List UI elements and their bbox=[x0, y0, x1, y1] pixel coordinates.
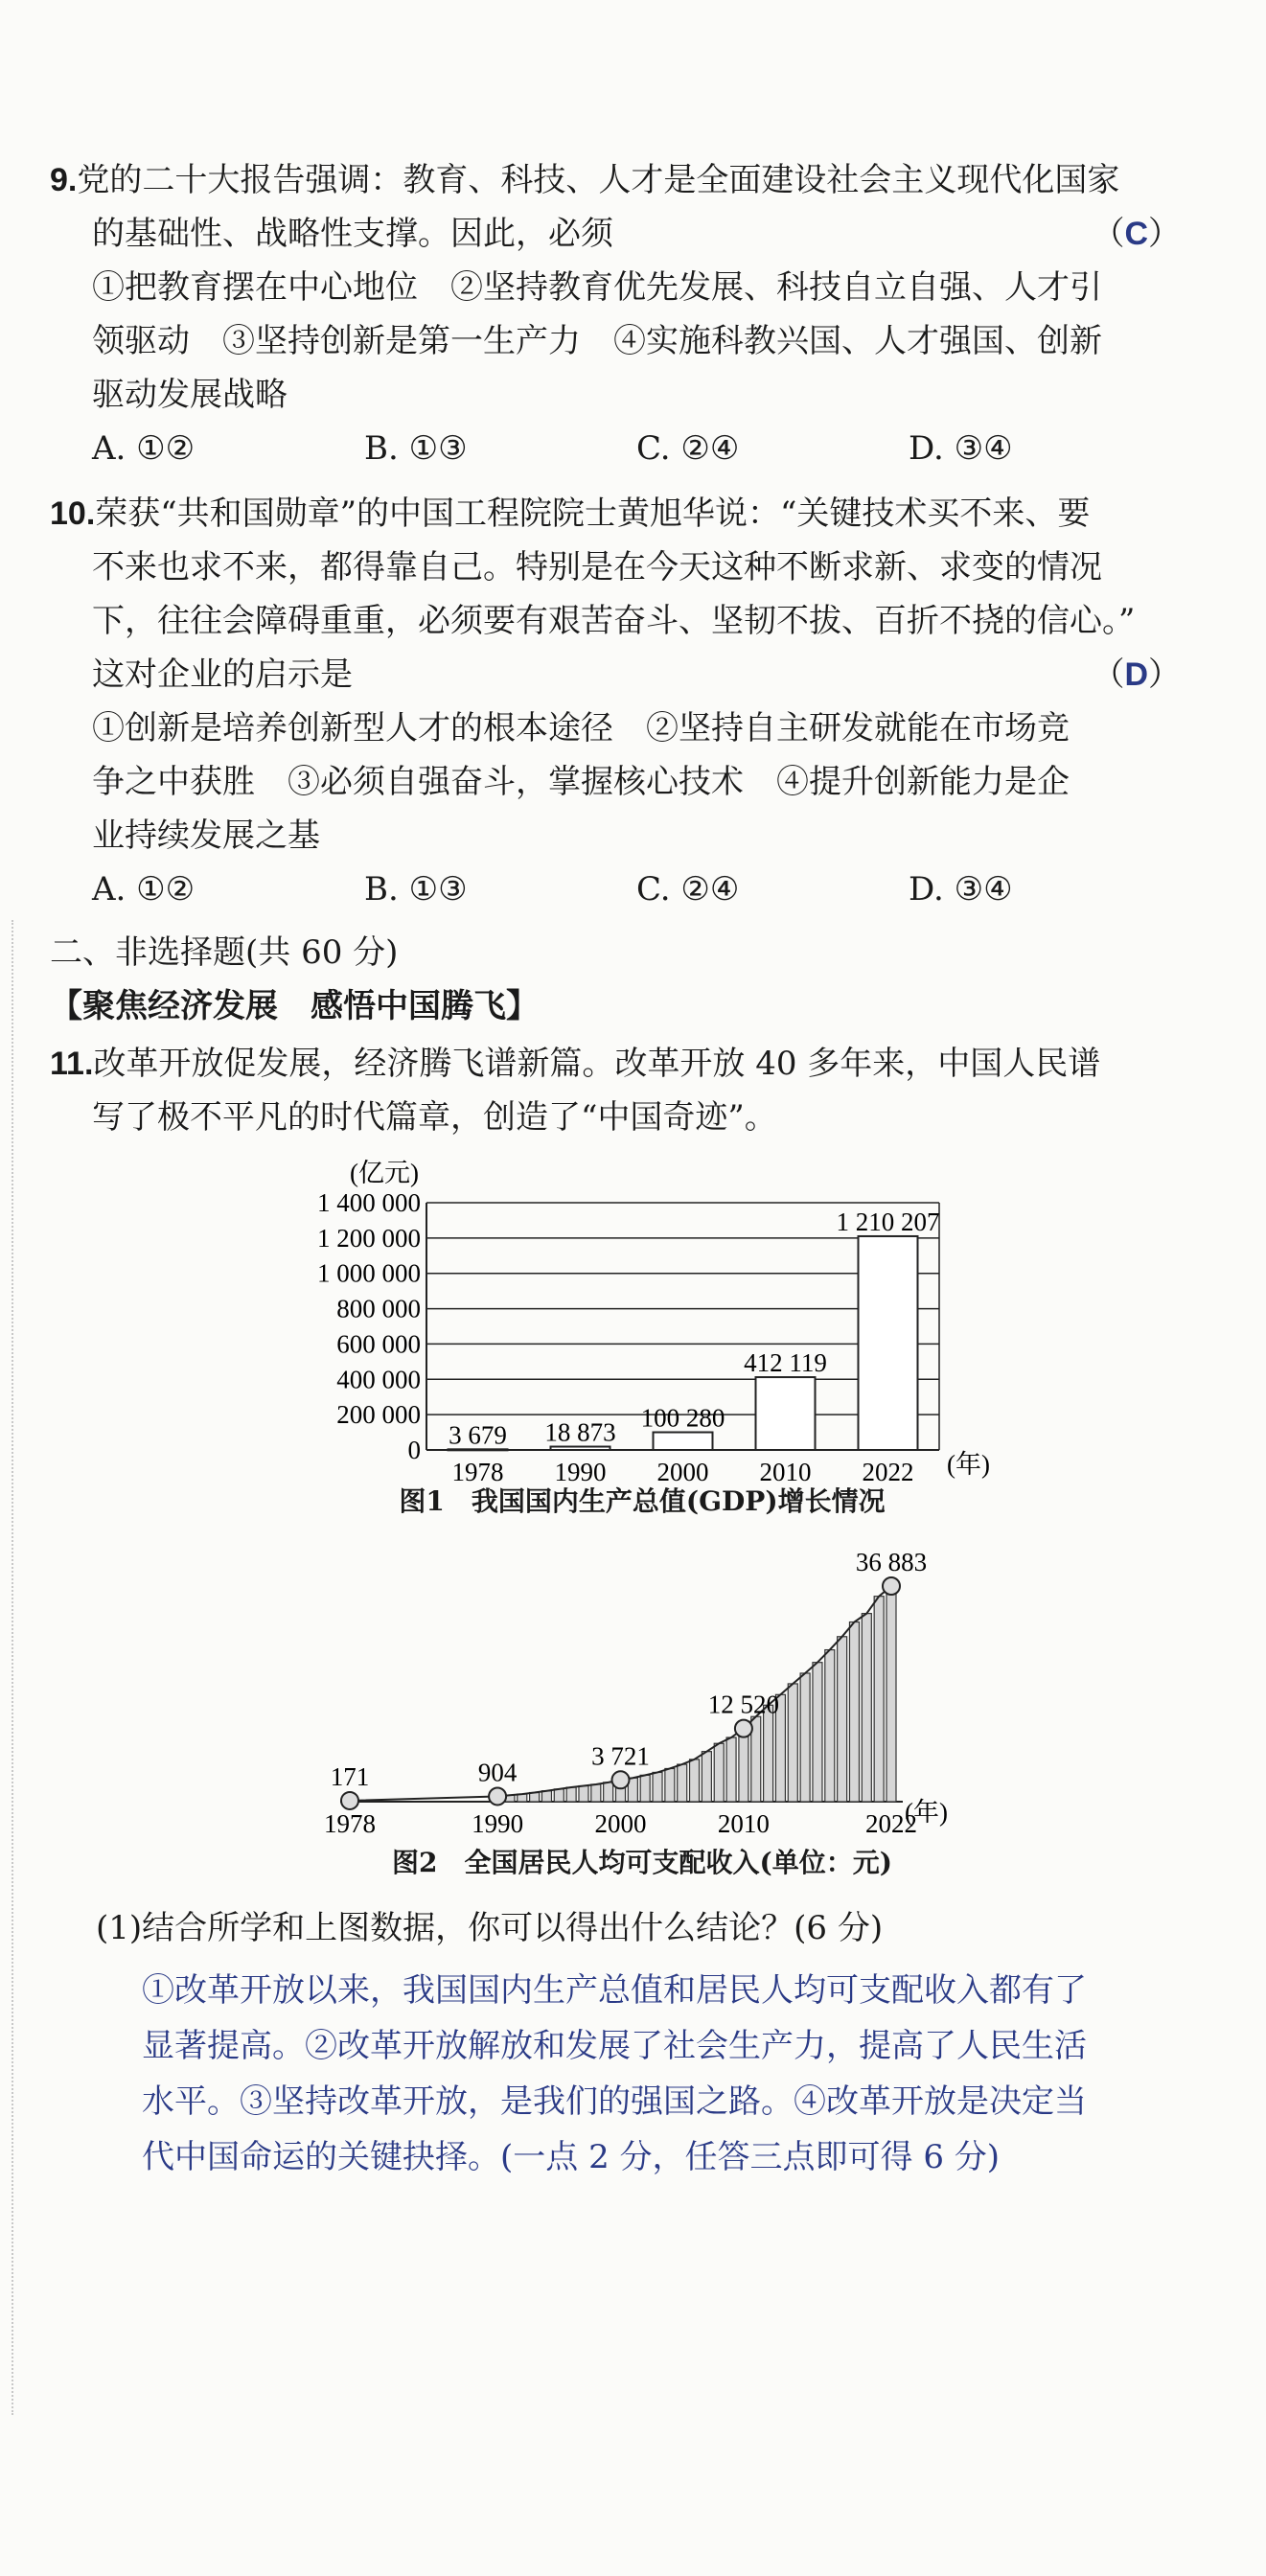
chart2-xtick-label: 1978 bbox=[324, 1809, 376, 1838]
chart1-xtick-label: 1978 bbox=[451, 1458, 504, 1486]
chart1-bar bbox=[449, 1449, 508, 1450]
q10-option-d: D. ③④ bbox=[909, 870, 1013, 908]
chart2-bar bbox=[702, 1752, 711, 1802]
chart2-point-marker bbox=[612, 1771, 630, 1788]
chart1-xtick-label: 2000 bbox=[656, 1458, 709, 1486]
gdp-bar-chart bbox=[278, 1145, 1006, 1490]
chart2-bar bbox=[813, 1663, 822, 1802]
chart2-bar bbox=[554, 1789, 564, 1802]
chart2-bar bbox=[800, 1673, 810, 1802]
q10-stem-line4 bbox=[50, 648, 1181, 702]
chart1-caption: 图1 我国国内生产总值(GDP)增长情况 bbox=[399, 1485, 886, 1517]
chart2-bar bbox=[764, 1705, 773, 1802]
chart1-ytick-label: 600 000 bbox=[336, 1329, 421, 1359]
q10-stem-text1: 荣获“共和国勋章”的中国工程院院士黄旭华说：“关键技术买不来、要 bbox=[95, 494, 1091, 533]
q10-answer-paren bbox=[1092, 648, 1181, 702]
chart2-bar bbox=[726, 1737, 736, 1802]
chart2-xtick-label: 2022 bbox=[865, 1809, 917, 1838]
theme-heading: 【聚焦经济发展 感悟中国腾飞】 bbox=[50, 987, 539, 1025]
q10-stem-text4: 这对企业的启示是 bbox=[92, 656, 353, 694]
q9-number: 9. bbox=[50, 162, 78, 198]
q9-option-b: B. ①③ bbox=[364, 429, 468, 468]
chart1-ytick-label: 1 000 000 bbox=[317, 1258, 421, 1288]
chart2-bar bbox=[874, 1597, 884, 1802]
q9-choices-line3: 驱动发展战略 bbox=[92, 376, 288, 414]
chart2-bar bbox=[838, 1637, 847, 1802]
chart2-point-marker bbox=[883, 1577, 900, 1595]
q9-answer: C bbox=[1124, 216, 1148, 252]
q9-options bbox=[50, 422, 1181, 475]
chart2-bar bbox=[541, 1791, 551, 1802]
chart2-bar bbox=[739, 1729, 748, 1802]
chart2-bar bbox=[788, 1684, 797, 1802]
chart2-bar bbox=[714, 1743, 724, 1802]
chart2-bar bbox=[604, 1782, 613, 1802]
question-9 bbox=[50, 153, 1181, 475]
chart1-xlabel: (年) bbox=[947, 1450, 990, 1479]
q9-stem-text1: 党的二十大报告强调：教育、科技、人才是全面建设社会主义现代化国家 bbox=[77, 161, 1120, 199]
chart2-point-label: 171 bbox=[330, 1761, 370, 1791]
answer-line2: 显著提高。②改革开放解放和发展了社会生产力，提高了人民生活 bbox=[142, 2027, 1087, 2065]
chart1-bar bbox=[756, 1377, 816, 1450]
chart2-point-marker bbox=[489, 1787, 506, 1805]
question-11 bbox=[50, 1037, 1181, 1144]
q9-option-a: A. ①② bbox=[92, 429, 196, 468]
chart1-ytick-label: 1 200 000 bbox=[317, 1223, 421, 1253]
answer-line1: ①改革开放以来，我国国内生产总值和居民人均可支配收入都有了 bbox=[142, 1971, 1087, 2010]
chart1-ytick-label: 0 bbox=[407, 1436, 421, 1464]
chart1-xtick-label: 2010 bbox=[759, 1458, 812, 1486]
q11-stem-line2: 写了极不平凡的时代篇章，创造了“中国奇迹”。 bbox=[92, 1098, 777, 1137]
chart2-bar bbox=[678, 1764, 687, 1802]
q10-option-a: A. ①② bbox=[92, 870, 196, 908]
q10-paren-open: （ bbox=[1092, 656, 1125, 694]
q9-stem-line1 bbox=[50, 153, 1181, 207]
chart2-xtick-label: 2010 bbox=[717, 1809, 770, 1838]
chart2-bar bbox=[665, 1768, 675, 1802]
q9-choices-line1: ①把教育摆在中心地位 ②坚持教育优先发展、科技自立自强、人才引 bbox=[92, 268, 1102, 307]
q9-paren-open: （ bbox=[1092, 215, 1125, 253]
chart1-xtick-label: 2022 bbox=[862, 1458, 914, 1486]
chart2-bar bbox=[862, 1614, 871, 1802]
chart2-point-label: 36 883 bbox=[855, 1548, 928, 1576]
q11-sub1-question: (1)结合所学和上图数据，你可以得出什么结论？(6 分) bbox=[96, 1909, 884, 1947]
q9-choices-line2: 领驱动 ③坚持创新是第一生产力 ④实施科教兴国、人才强国、创新 bbox=[92, 322, 1102, 360]
chart1-bar bbox=[654, 1433, 713, 1450]
chart2-bar bbox=[591, 1784, 601, 1802]
chart2-bar bbox=[849, 1622, 859, 1802]
q10-choices-line2: 争之中获胜 ③必须自强奋斗，掌握核心技术 ④提升创新能力是企 bbox=[92, 763, 1070, 801]
chart1-bar-label: 1 210 207 bbox=[836, 1207, 940, 1236]
q11-sub1-answer bbox=[142, 1963, 1167, 2185]
chart2-xtick-label: 1990 bbox=[472, 1809, 524, 1838]
chart1-ytick-label: 200 000 bbox=[336, 1400, 421, 1430]
chart2-caption: 图2 全国居民人均可支配收入(单位：元) bbox=[392, 1847, 892, 1878]
question-10 bbox=[50, 487, 1181, 916]
q9-stem-text2: 的基础性、战略性支撑。因此，必须 bbox=[92, 215, 613, 253]
q10-choices-line1: ①创新是培养创新型人才的根本途径 ②坚持自主研发就能在市场竞 bbox=[92, 709, 1070, 748]
chart1-bar-label: 3 679 bbox=[449, 1420, 507, 1450]
q10-stem-line1 bbox=[50, 487, 1181, 540]
q9-paren-close: ） bbox=[1148, 215, 1181, 253]
chart1-xtick-label: 1990 bbox=[554, 1458, 607, 1486]
q10-paren-close: ） bbox=[1148, 656, 1181, 694]
q9-answer-paren bbox=[1092, 207, 1181, 261]
q10-choices-line3: 业持续发展之基 bbox=[92, 816, 320, 855]
chart2-bar bbox=[640, 1775, 650, 1802]
chart1-bar-label: 100 280 bbox=[640, 1403, 725, 1433]
chart2-bar bbox=[579, 1786, 588, 1802]
chart1-ytick-label: 1 400 000 bbox=[317, 1188, 421, 1217]
q9-option-c: C. ②④ bbox=[636, 429, 740, 468]
chart2-point-label: 904 bbox=[477, 1758, 518, 1787]
chart1-ylabel: (亿元) bbox=[350, 1159, 419, 1187]
section-heading: 二、非选择题(共 60 分) bbox=[50, 933, 399, 972]
chart2-point-marker bbox=[735, 1720, 752, 1737]
chart1-bar-label: 412 119 bbox=[744, 1348, 827, 1378]
q10-options bbox=[50, 862, 1181, 916]
chart2-point-label: 3 721 bbox=[591, 1741, 650, 1771]
chart2-point-marker bbox=[341, 1792, 358, 1809]
q10-stem-line3: 下，往往会障碍重重，必须要有艰苦奋斗、坚韧不拔、百折不挠的信心。” bbox=[92, 602, 1136, 640]
q10-number: 10. bbox=[50, 495, 96, 532]
q9-option-d: D. ③④ bbox=[909, 429, 1013, 468]
chart1-bar bbox=[551, 1447, 610, 1450]
q11-stem-text1: 改革开放促发展，经济腾飞谱新篇。改革开放 40 多年来，中国人民谱 bbox=[93, 1045, 1101, 1083]
chart1-ytick-label: 400 000 bbox=[336, 1365, 421, 1394]
income-chart bbox=[278, 1529, 1006, 1840]
q11-number: 11. bbox=[50, 1046, 94, 1082]
chart2-bar bbox=[886, 1586, 896, 1802]
q9-stem-line2 bbox=[50, 207, 1181, 261]
answer-line3: 水平。③坚持改革开放，是我们的强国之路。④改革开放是决定当 bbox=[142, 2082, 1087, 2121]
chart1-bar-label: 18 873 bbox=[544, 1417, 616, 1447]
chart2-bar bbox=[825, 1650, 835, 1802]
chart2-bar bbox=[566, 1787, 576, 1802]
chart2-xlabel: (年) bbox=[905, 1798, 948, 1827]
q10-option-b: B. ①③ bbox=[364, 870, 468, 908]
q10-stem-line2: 不来也求不来，都得靠自己。特别是在今天这种不断求新、求变的情况 bbox=[92, 548, 1102, 586]
page-edge-dots bbox=[12, 920, 13, 2415]
chart1-bar bbox=[859, 1236, 918, 1450]
answer-line4: 代中国命运的关键抉择。(一点 2 分，任答三点即可得 6 分) bbox=[142, 2138, 1001, 2176]
chart2-xtick-label: 2000 bbox=[594, 1809, 647, 1838]
q10-option-c: C. ②④ bbox=[636, 870, 740, 908]
q10-answer: D bbox=[1124, 656, 1148, 693]
chart2-bar bbox=[690, 1760, 700, 1802]
chart2-point-label: 12 520 bbox=[707, 1690, 780, 1719]
q11-stem-line1 bbox=[50, 1037, 1181, 1091]
chart2-bar bbox=[653, 1772, 662, 1802]
chart1-ytick-label: 800 000 bbox=[336, 1294, 421, 1323]
